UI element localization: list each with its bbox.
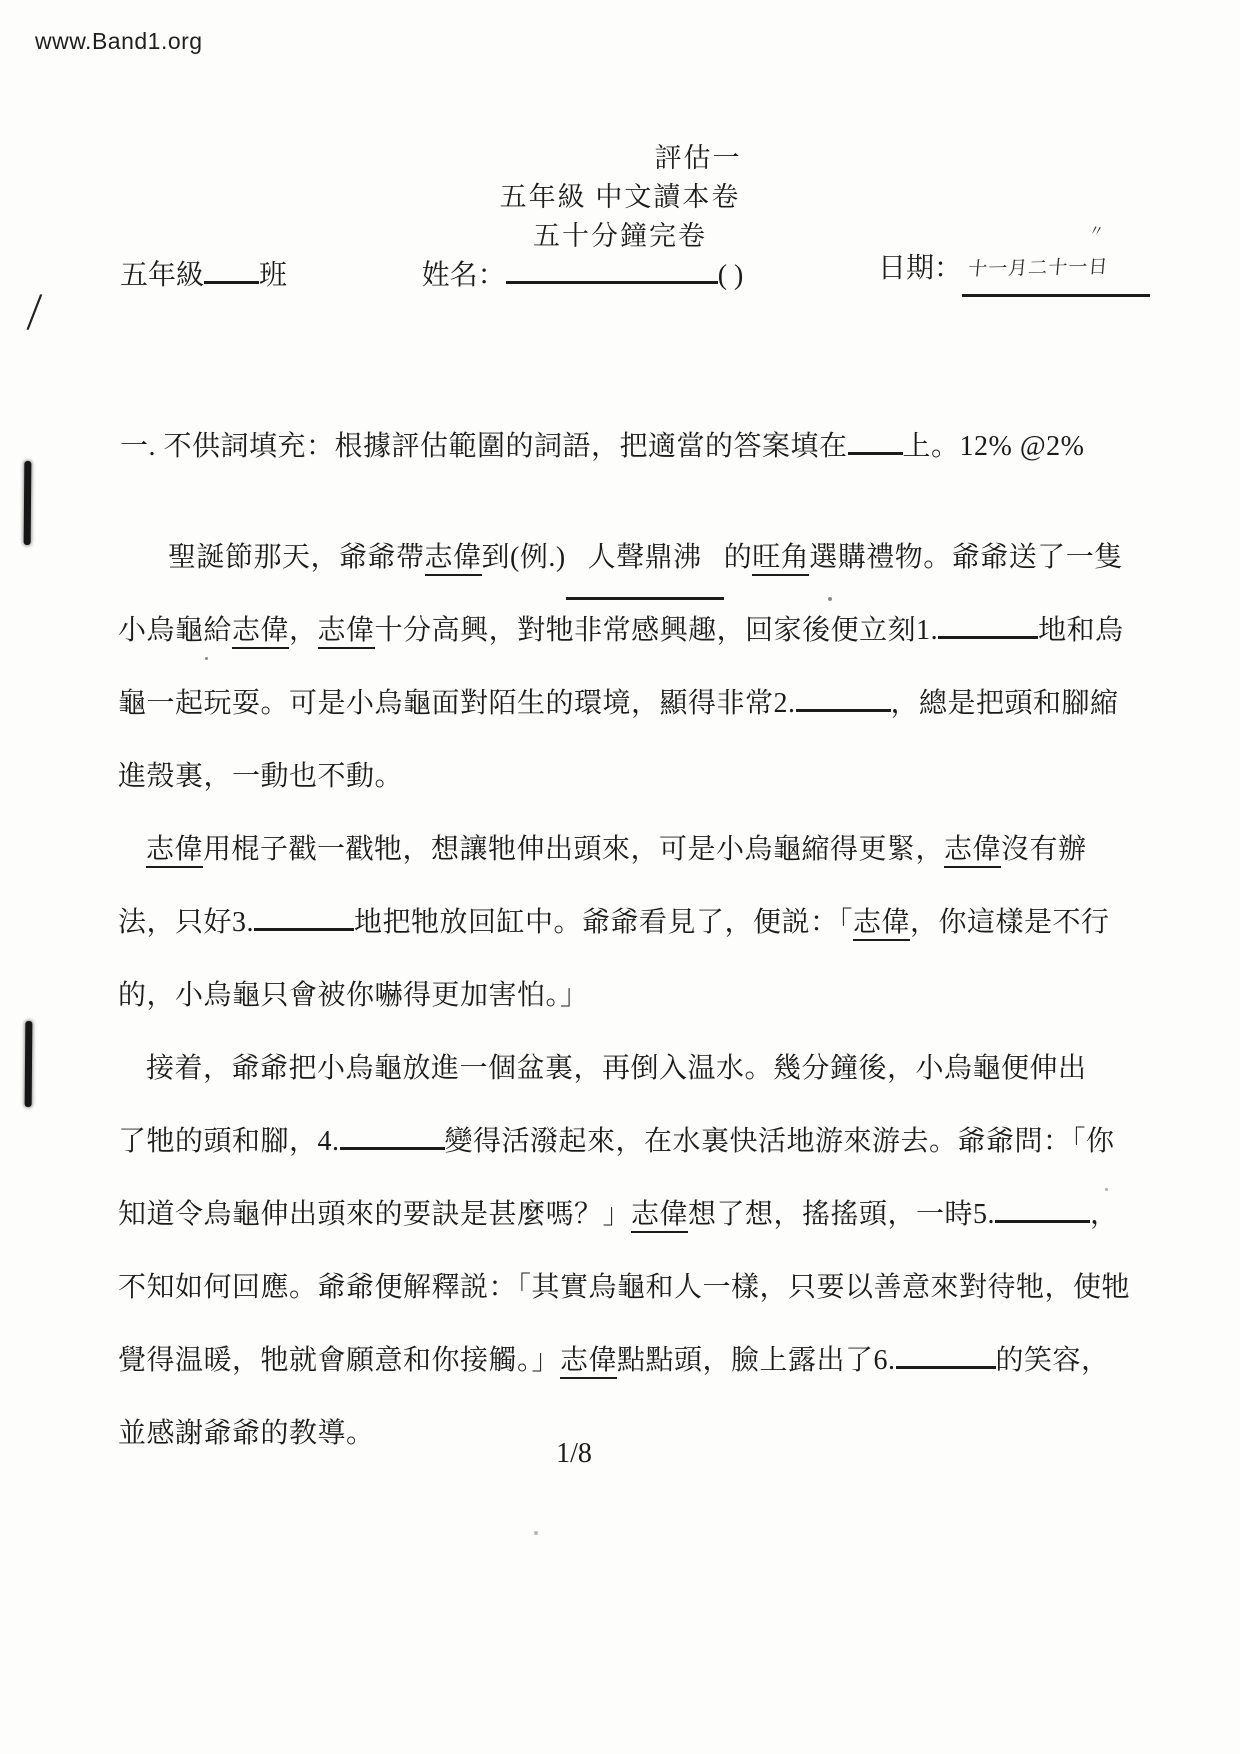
date-label: 日期：: [877, 253, 962, 284]
section-one-heading: [120, 424, 1180, 470]
grade-label: 五年級: [120, 260, 205, 291]
passage-text: 地把牠放回缸中。爺爺看見了，便説：「: [354, 907, 854, 938]
passage-text: ，總是把頭和腳縮: [890, 688, 1119, 719]
fill-in-blank-line: [896, 1364, 996, 1369]
example-answer-text: 人聲鼎沸: [587, 542, 702, 573]
passage-text: 地和烏: [1038, 615, 1124, 646]
underlined-proper-noun: 志偉: [631, 1199, 688, 1233]
binding-smudge-mark: [25, 1021, 33, 1107]
underlined-proper-noun: 志偉: [232, 615, 289, 649]
exam-title-block: [0, 139, 1240, 256]
scan-speck: [534, 1531, 538, 1535]
passage-line: [118, 886, 1180, 959]
exam-subject-title: 五年級 中文讀本卷: [499, 182, 741, 212]
fill-in-blank-line: [340, 1145, 445, 1150]
scan-speck: [205, 657, 208, 660]
name-blank-line: [506, 279, 718, 284]
underlined-proper-noun: 志偉: [944, 834, 1001, 868]
fill-in-blank-line: [254, 926, 354, 931]
underlined-proper-noun: 志偉: [425, 542, 482, 576]
passage-text: ，: [1090, 1199, 1119, 1230]
student-info-row: [120, 248, 1150, 297]
passage-line: [118, 1178, 1180, 1251]
blank-number-label: 1.: [916, 615, 939, 646]
section-heading-marks: 上。12% @2%: [902, 431, 1085, 462]
passage-line: [118, 1105, 1180, 1178]
passage-text: 龜一起玩耍。可是小烏龜面對陌生的環境，顯得非常: [118, 688, 774, 719]
passage-line: [118, 1324, 1180, 1397]
passage-text: 想了想，搖搖頭，一時: [688, 1199, 974, 1230]
underlined-proper-noun: 旺角: [752, 542, 809, 576]
passage-line: [118, 813, 1180, 886]
passage-text: 的: [723, 542, 753, 573]
fill-in-blank-line: [995, 1218, 1090, 1223]
date-field: [878, 248, 1150, 297]
name-label: 姓名：: [421, 260, 506, 291]
passage-line: [118, 1032, 1180, 1105]
passage-text: 了牠的頭和腳，: [118, 1126, 318, 1157]
fill-in-blank-line: [796, 707, 891, 712]
passage-line: [118, 1251, 1180, 1324]
class-blank-line: [204, 279, 259, 284]
heading-inline-blank: [848, 450, 903, 455]
blank-number-label: 4.: [317, 1126, 340, 1157]
blank-number-label: 2.: [773, 688, 796, 719]
passage-text: 用棍子戳一戳牠，想讓牠伸出頭來，可是小烏龜縮得更緊，: [203, 834, 945, 865]
section-heading-text: 一. 不供詞填充：根據評估範圍的詞語，把適當的答案填在: [120, 431, 848, 462]
passage-line: [118, 740, 1180, 813]
assessment-number-title: 評估一: [654, 143, 742, 173]
scan-speck: [1105, 1188, 1108, 1191]
passage-text: 的笑容，: [995, 1345, 1110, 1376]
underlined-proper-noun: 志偉: [853, 907, 910, 941]
page-number: 1/8: [556, 1438, 592, 1469]
site-watermark: www.Band1.org: [35, 28, 203, 54]
passage-text: 聖誕節那天，爺爺帶: [168, 542, 425, 573]
passage-line: [118, 959, 1180, 1032]
underlined-proper-noun: 志偉: [146, 834, 203, 868]
passage-line: [118, 667, 1180, 740]
blank-number-label: 3.: [232, 907, 255, 938]
passage-text: 的，小烏龜只會被你嚇得更加害怕。」: [118, 980, 589, 1011]
handwritten-date: 十一月二十一日: [967, 255, 1110, 281]
class-label: 班: [259, 260, 288, 291]
passage-text: 知道令烏龜伸出頭來的要訣是甚麼嗎？」: [118, 1199, 632, 1230]
passage-text: 沒有辦: [1001, 834, 1087, 865]
passage-line: [118, 521, 1180, 594]
passage-text: 選購禮物。爺爺送了一隻: [809, 542, 1123, 573]
blank-number-label: 6.: [873, 1345, 896, 1376]
class-number-parens: ( ): [717, 260, 744, 291]
passage-text: 到(例.): [481, 542, 566, 573]
handwritten-tick-mark: 〃: [1087, 223, 1105, 241]
passage-text: 進殼裏，一動也不動。: [118, 761, 404, 792]
passage-text: 接着，爺爺把小烏龜放進一個盆裏，再倒入温水。幾分鐘後，小烏龜便伸出: [146, 1053, 1087, 1084]
handwritten-slash-mark: /: [25, 285, 44, 338]
binding-smudge-mark: [24, 461, 32, 545]
passage: [118, 521, 1180, 1470]
blank-number-label: 5.: [973, 1199, 996, 1230]
passage-text: 小烏龜給: [118, 615, 233, 646]
passage-text: 變得活潑起來，在水裏快活地游來游去。爺爺問：「你: [444, 1126, 1115, 1157]
name-field: [422, 255, 744, 297]
passage-text: ，: [289, 615, 318, 646]
passage-text: 點點頭，臉上露出了: [617, 1345, 874, 1376]
passage-line: [118, 594, 1180, 667]
underlined-proper-noun: 志偉: [560, 1345, 617, 1379]
example-answer-blank: [566, 521, 724, 600]
passage-text: ，你這樣是不行: [910, 907, 1110, 938]
passage-text: 法，只好: [118, 907, 233, 938]
passage-text: 十分高興，對牠非常感興趣，回家後便立刻: [374, 615, 917, 646]
passage-text: 覺得温暖，牠就會願意和你接觸。」: [118, 1345, 561, 1376]
fill-in-blank-line: [938, 634, 1038, 639]
exam-duration-title: 五十分鐘完卷: [533, 221, 707, 251]
class-field: [120, 255, 287, 297]
passage-text: 不知如何回應。爺爺便解釋説：「其實烏龜和人一樣，只要以善意來對待牠，使牠: [118, 1272, 1131, 1303]
scan-speck: [828, 597, 832, 601]
passage-text: 並感謝爺爺的教導。: [118, 1418, 375, 1449]
date-blank-line: [962, 248, 1150, 297]
underlined-proper-noun: 志偉: [318, 615, 375, 649]
